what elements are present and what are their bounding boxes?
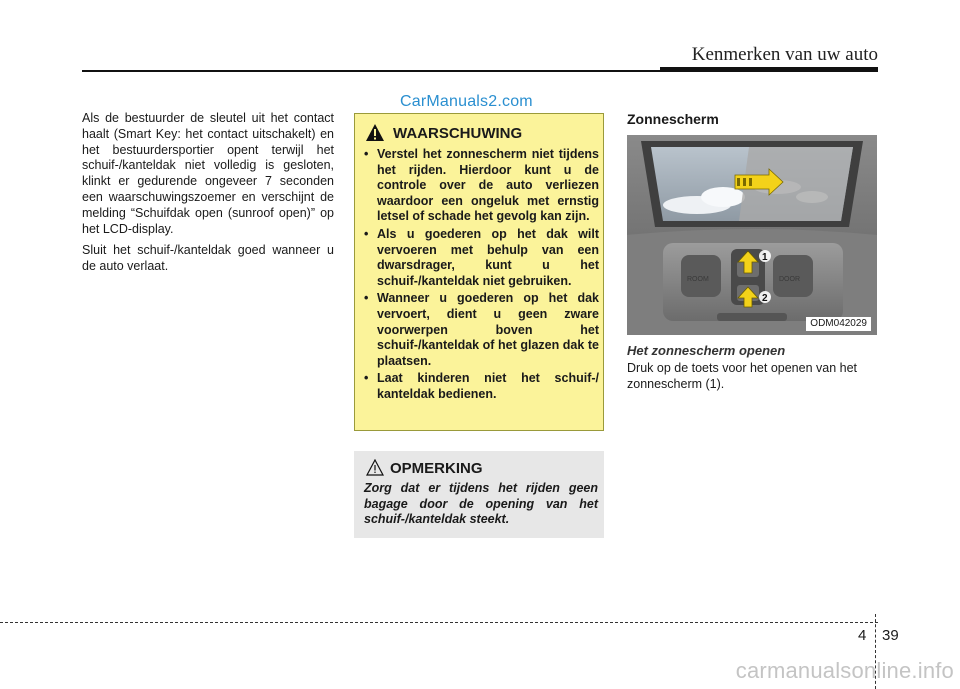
bullet-icon: • <box>364 147 369 161</box>
warning-icon <box>365 123 385 143</box>
header-rule-thick <box>660 67 878 72</box>
bullet-icon: • <box>364 371 369 386</box>
section-title: Zonnescherm <box>627 111 719 127</box>
warning-item-text: Verstel het zonnescherm niet tijdens het rijden. Hierdoor kunt u de controle over de auto verliezen waardoor een ongeluk met ernstig letsel of schade het gevolg kan zijn. <box>377 147 599 224</box>
bullet-icon: • <box>364 226 369 241</box>
sunroof-figure <box>627 135 877 335</box>
note-text: Zorg dat er tijdens het rijden geen bagage door de opening van het schuif-/kanteldak steekt. <box>364 481 598 527</box>
note-title: OPMERKING <box>390 460 483 477</box>
chapter-number: 4 <box>858 627 867 644</box>
sub-heading: Het zonnescherm openen <box>627 343 786 358</box>
header-rule <box>82 70 660 72</box>
callout-1: 1 <box>762 252 768 263</box>
watermark-bottom[interactable]: carmanualsonline.info <box>735 658 954 683</box>
bullet-icon: • <box>364 291 369 306</box>
warning-list <box>363 147 599 405</box>
warning-item <box>363 227 599 289</box>
warning-item-text: Als u goederen op het dak wilt vervoeren met behulp van een dwarsdrager, kunt u het schuif-/kanteldak niet gebruiken. <box>377 226 599 288</box>
header-title: Kenmerken van uw auto <box>691 44 878 65</box>
warning-item <box>363 291 599 369</box>
watermark-top[interactable]: CarManuals2.com <box>400 93 533 110</box>
warning-box <box>354 113 604 431</box>
note-box <box>354 451 604 538</box>
page-number: 39 <box>882 627 899 644</box>
paragraph: Sluit het schuif-/kanteldak goed wanneer u de auto verlaat. <box>82 243 334 274</box>
callout-2: 2 <box>762 293 768 304</box>
left-column <box>82 111 334 281</box>
warning-title: WAARSCHUWING <box>393 125 523 142</box>
caution-icon <box>366 459 384 476</box>
warning-item <box>363 147 599 225</box>
footer-rule <box>0 622 878 623</box>
warning-item-text: Wanneer u goederen op het dak vervoert, dient u geen zware voorwerpen boven het schuif-/kanteldak of het glazen dak te plaatsen. <box>377 291 599 368</box>
warning-item-text: Laat kinderen niet het schuif-/ kanteldak bedienen. <box>377 371 599 401</box>
warning-item <box>363 371 599 402</box>
paragraph: Als de bestuurder de sleutel uit het contact haalt (Smart Key: het contact uitschakelt) en het bestuurdersportier opent terwijl het schuif-/kanteldak niet volledig is gesloten, klinkt er gedurende ongeveer 7 seconden een waarschuwingszoemer en verschijnt de melding “Schuifdak open (sunroof open)” op het LCD-display. <box>82 111 334 236</box>
button-room-label: ROOM <box>687 276 709 283</box>
body-text: Druk op de toets voor het openen van het zonnescherm (1). <box>627 361 858 391</box>
button-door-label: DOOR <box>779 276 800 283</box>
figure-code: ODM042029 <box>806 317 871 331</box>
sunroof-illustration <box>627 135 877 335</box>
